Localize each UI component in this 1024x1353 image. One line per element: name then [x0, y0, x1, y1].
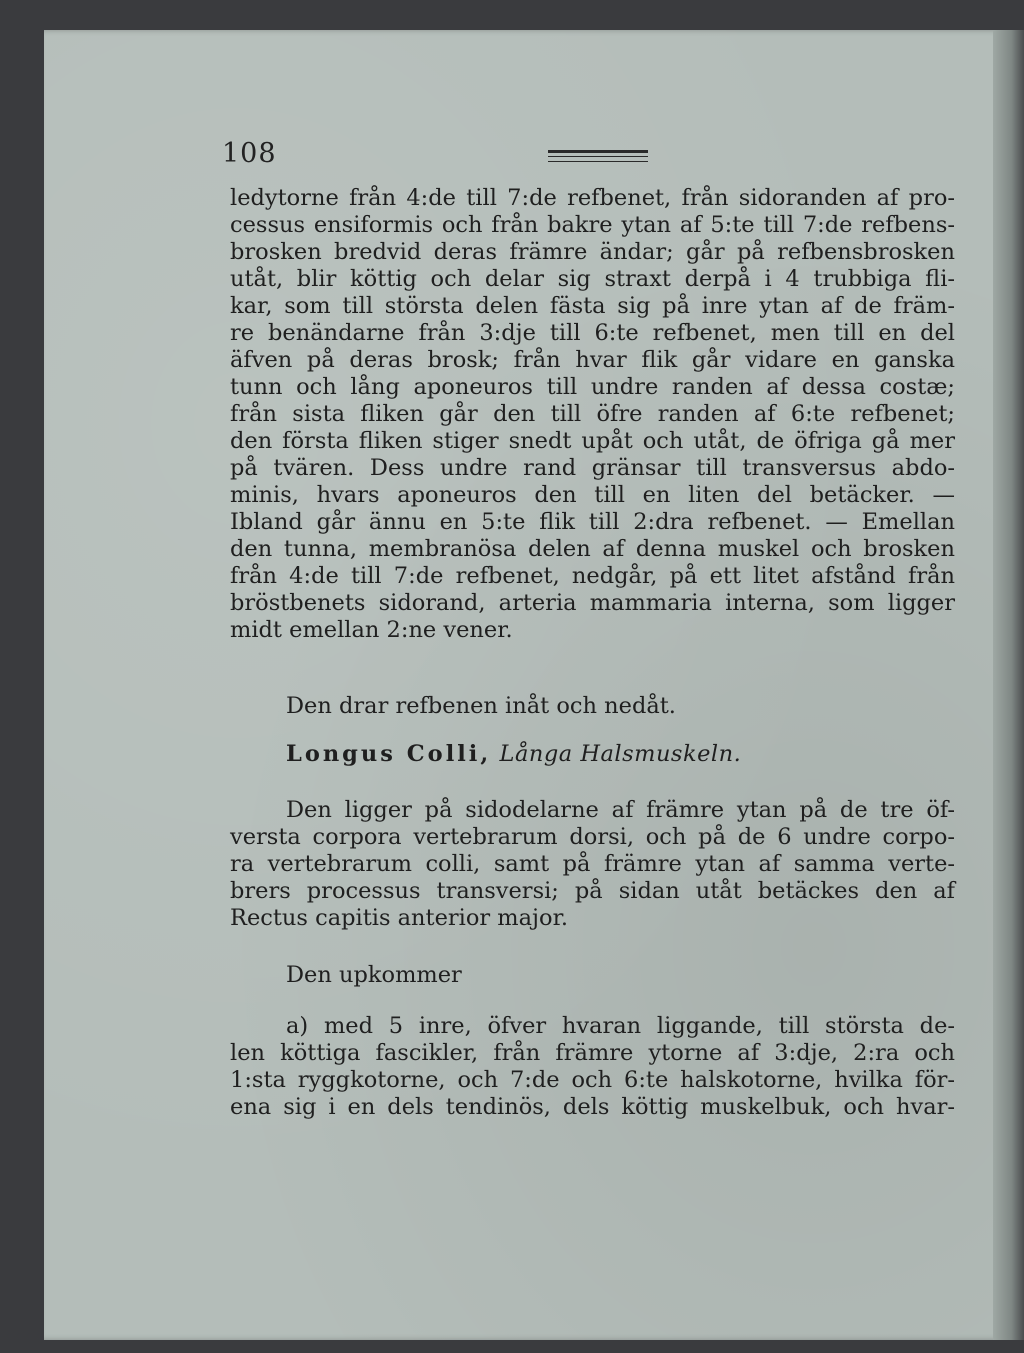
text-line: cessus ensiformis och från bakre ytan af 5:te till 7:de refbens-: [230, 212, 955, 238]
text-line: ena sig i en dels tendinös, dels köttig muskelbuk, och hvar-: [230, 1094, 955, 1120]
text-line: kar, som till största delen fästa sig på inre ytan af de främ-: [230, 293, 955, 319]
muscle-swedish-name: Långa Halsmuskeln.: [499, 741, 742, 767]
paragraph-pectoralis-continuation: [230, 185, 955, 644]
action-sentence: Den drar refbenen inåt och nedåt.: [286, 693, 676, 719]
book-spine: [993, 30, 1024, 1340]
paragraph-longus-colli-position: [230, 797, 955, 932]
text-line: från 4:de till 7:de refbenet, nedgår, på ett litet afstånd från: [230, 563, 955, 589]
text-line: på tvären. Dess undre rand gränsar till transversus abdo-: [230, 455, 955, 481]
text-line: brosken bredvid deras främre ändar; går på refbensbrosken: [230, 239, 955, 265]
text-line: Den ligger på sidodelarne af främre ytan på de tre öf-: [286, 797, 955, 823]
text-line: den första fliken stiger snedt upåt och utåt, de öfriga gå mer: [230, 428, 955, 454]
text-line: utåt, blir köttig och delar sig straxt derpå i 4 trubbiga fli-: [230, 266, 955, 292]
text-line: från sista fliken går den till öfre randen af 6:te refbenet;: [230, 401, 955, 427]
muscle-latin-name: Longus Colli,: [286, 741, 492, 767]
header-rule: [548, 150, 648, 162]
text-line: midt emellan 2:ne vener.: [230, 617, 513, 643]
text-line: brers processus transversi; på sidan utåt betäckes den af: [230, 878, 955, 904]
text-line: ledytorne från 4:de till 7:de refbenet, från sidoranden af pro-: [230, 185, 955, 211]
text-line: a) med 5 inre, öfver hvaran liggande, till största de-: [286, 1013, 955, 1039]
text-line: tunn och lång aponeuros till undre randen af dessa costæ;: [230, 374, 955, 400]
muscle-heading: [230, 741, 955, 768]
text-line: 1:sta ryggkotorne, och 7:de och 6:te halskotorne, hvilka för-: [230, 1067, 955, 1093]
text-line: minis, hvars aponeuros den till en liten del betäcker. —: [230, 482, 955, 508]
text-line: versta corpora vertebrarum dorsi, och på de 6 undre corpo-: [230, 824, 955, 850]
text-line: re benändarne från 3:dje till 6:te refbenet, men till en del: [230, 320, 955, 346]
origin-sentence: Den upkommer: [286, 962, 462, 988]
text-line: äfven på deras brosk; från hvar flik går vidare en ganska: [230, 347, 955, 373]
text-line: Rectus capitis anterior major.: [230, 905, 569, 931]
text-line: ra vertebrarum colli, samt på främre ytan af samma verte-: [230, 851, 955, 877]
paragraph-longus-colli-origin: [230, 1013, 955, 1121]
text-line: Ibland går ännu en 5:te flik till 2:dra refbenet. — Emellan: [230, 509, 955, 535]
text-line: bröstbenets sidorand, arteria mammaria interna, som ligger: [230, 590, 955, 616]
text-line: len köttiga fascikler, från främre ytorne af 3:dje, 2:ra och: [230, 1040, 955, 1066]
page-number: 108: [222, 138, 277, 169]
text-line: den tunna, membranösa delen af denna muskel och brosken: [230, 536, 955, 562]
